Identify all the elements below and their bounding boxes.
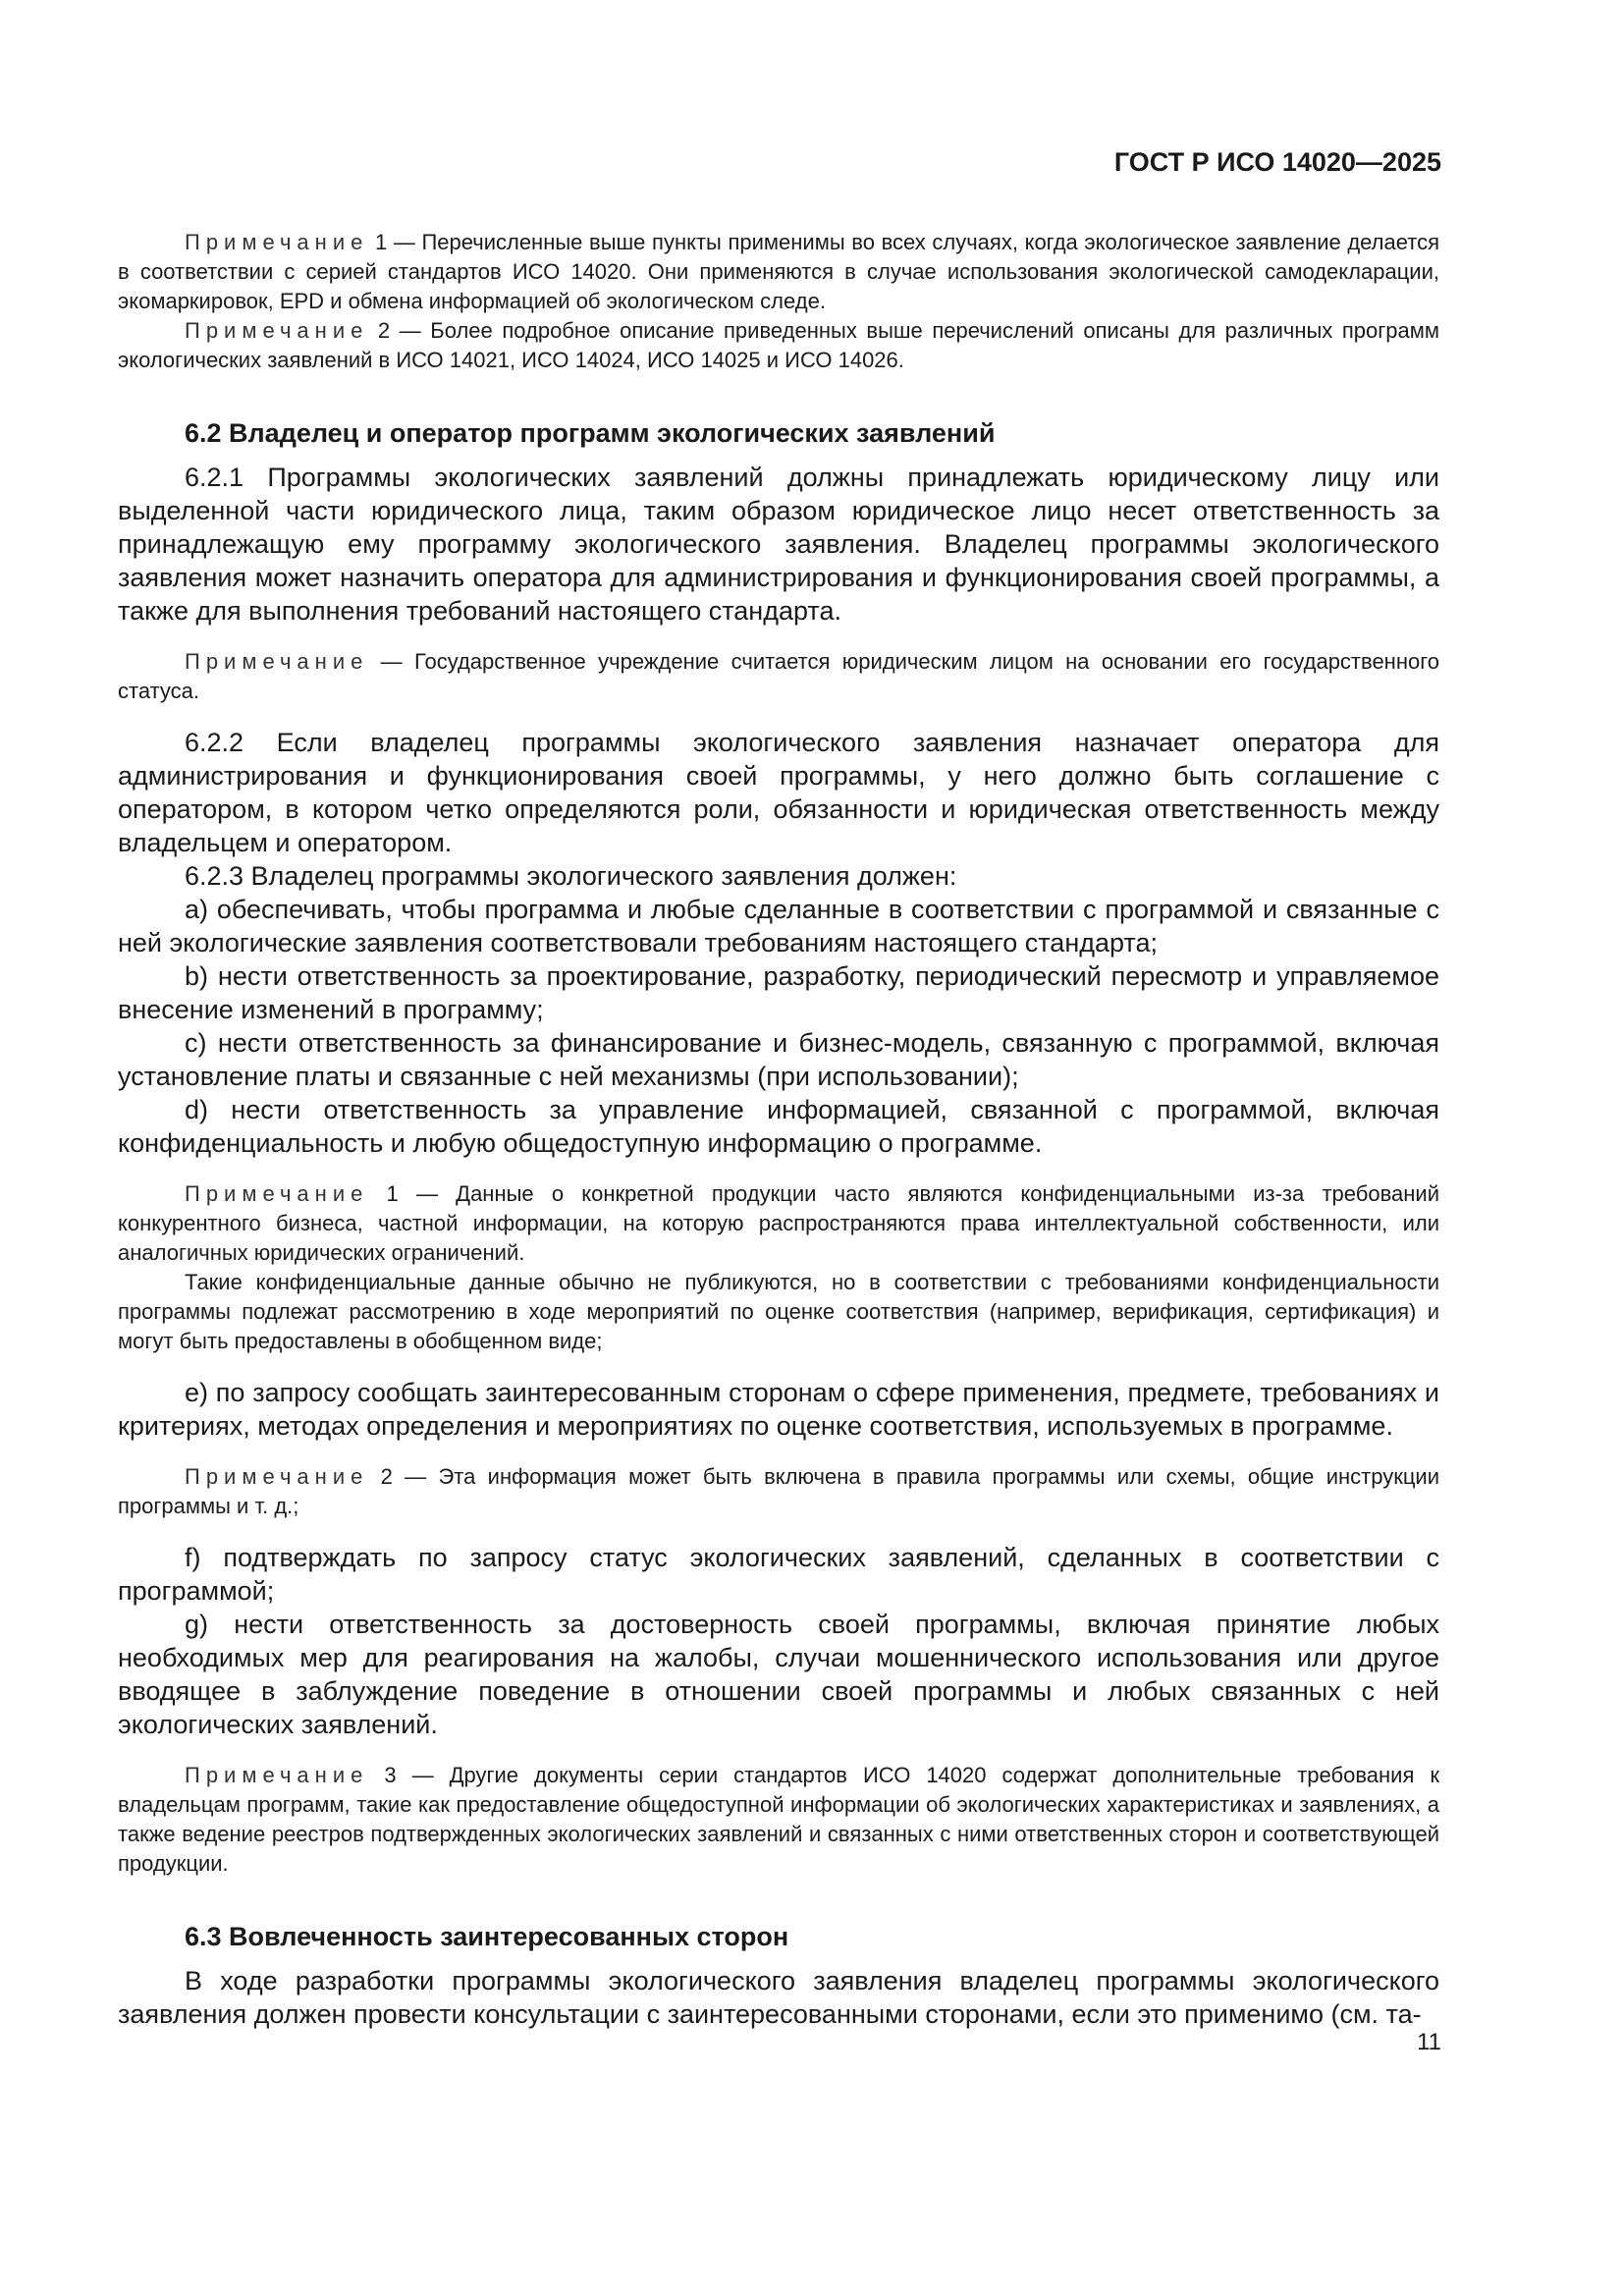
list-item-f: f) подтверждать по запросу статус экологических заявлений, сделанных в соответствии с программой; bbox=[118, 1543, 1439, 1606]
list-item-e: e) по запросу сообщать заинтересованным сторонам о сфере применения, предмете, требованиях и критериях, методах определения и мероприятиях по оценке соответствия, используемых в программе. bbox=[118, 1378, 1439, 1441]
note-text: 1 — Перечисленные выше пункты применимы во всех случаях, когда экологическое заявление делается в соответствии с серией стандартов ИСО 14020. Они применяются в случае использования экологической самодекларации, экомаркировок, EPD и обмена информацией об экологическом следе. bbox=[118, 230, 1439, 313]
section-heading-6-3: 6.3 Вовлеченность заинтересованных сторон bbox=[185, 1922, 789, 1951]
list-item-d: d) нести ответственность за управление информацией, связанной с программой, включая конфиденциальность и любую общедоступную информацию о программе. bbox=[118, 1095, 1439, 1158]
note-text: 2 — Эта информация может быть включена в правила программы или схемы, общие инструкции программы и т. д.; bbox=[118, 1464, 1439, 1518]
note-4 bbox=[118, 1179, 1439, 1268]
clause-6-3: В ходе разработки программы экологического заявления владелец программы экологического заявления должен провести консультации с заинтересованными сторонами, если это применимо (см. та- bbox=[118, 1966, 1439, 2029]
page-number: 11 bbox=[1417, 2029, 1441, 2055]
note-label: Примечание bbox=[185, 1464, 369, 1489]
page-content bbox=[118, 228, 1439, 2031]
list-item-a: a) обеспечивать, чтобы программа и любые сделанные в соответствии с программой и связанные с ней экологические заявления соответствовали требованиям настоящего стандарта; bbox=[118, 895, 1439, 957]
clause-6-2-2: 6.2.2 Если владелец программы экологического заявления назначает оператора для администрирования и функционирования своей программы, у него должно быть соглашение с оператором, в котором четко определяются роли, обязанности и юридическая ответственность между владельцем и оператором. bbox=[118, 728, 1439, 857]
list-item-g: g) нести ответственность за достоверность своей программы, включая принятие любых необходимых мер для реагирования на жалобы, случаи мошеннического использования или другое вводящее в заблуждение поведение в отношении своей программы и любых связанных с ней экологических заявлений. bbox=[118, 1610, 1439, 1739]
section-heading-6-2: 6.2 Владелец и оператор программ экологических заявлений bbox=[185, 418, 996, 448]
clause-6-2-3: 6.2.3 Владелец программы экологического заявления должен: bbox=[185, 861, 957, 891]
note-label: Примечание bbox=[185, 318, 369, 343]
note-text: 3 — Другие документы серии стандартов ИСО 14020 содержат дополнительные требования к владельцам программ, такие как предоставление общедоступной информации об экологических характеристиках и заявлениях, а также ведение реестров подтвержденных экологических заявлений и связанных с ними ответственных сторон и соответствующей продукции. bbox=[118, 1763, 1439, 1876]
document-header: ГОСТ Р ИСО 14020—2025 bbox=[1113, 147, 1441, 177]
note-label: Примечание bbox=[185, 1181, 369, 1206]
note-label: Примечание bbox=[185, 1763, 369, 1787]
note-label: Примечание bbox=[185, 230, 369, 254]
note-6 bbox=[118, 1761, 1439, 1879]
list-item-b: b) нести ответственность за проектирование, разработку, периодический пересмотр и управляемое внесение изменений в программу; bbox=[118, 961, 1439, 1024]
note-2 bbox=[118, 316, 1439, 375]
list-item-c: c) нести ответственность за финансирование и бизнес-модель, связанную с программой, включая установление платы и связанные с ней механизмы (при использовании); bbox=[118, 1028, 1439, 1091]
note-text: 1 — Данные о конкретной продукции часто являются конфиденциальными из-за требований конкурентного бизнеса, частной информации, на которую распространяются права интеллектуальной собственности, или аналогичных юридических ограничений. bbox=[118, 1181, 1439, 1265]
note-label: Примечание bbox=[185, 649, 369, 674]
note-1 bbox=[118, 228, 1439, 316]
note-text: — Государственное учреждение считается юридическим лицом на основании его государственного статуса. bbox=[118, 649, 1439, 703]
note-4-continuation: Такие конфиденциальные данные обычно не публикуются, но в соответствии с требованиями конфиденциальности программы подлежат рассмотрению в ходе мероприятий по оценке соответствия (например, верификация, сертификация) и могут быть предоставлены в обобщенном виде; bbox=[118, 1270, 1439, 1353]
note-3 bbox=[118, 647, 1439, 706]
note-text: 2 — Более подробное описание приведенных выше перечислений описаны для различных программ экологических заявлений в ИСО 14021, ИСО 14024, ИСО 14025 и ИСО 14026. bbox=[118, 318, 1439, 372]
clause-6-2-1: 6.2.1 Программы экологических заявлений должны принадлежать юридическому лицу или выделенной части юридического лица, таким образом юридическое лицо несет ответственность за принадлежащую ему программу экологического заявления. Владелец программы экологического заявления может назначить оператора для администрирования и функционирования своей программы, а также для выполнения требований настоящего стандарта. bbox=[118, 463, 1439, 626]
note-5 bbox=[118, 1462, 1439, 1521]
